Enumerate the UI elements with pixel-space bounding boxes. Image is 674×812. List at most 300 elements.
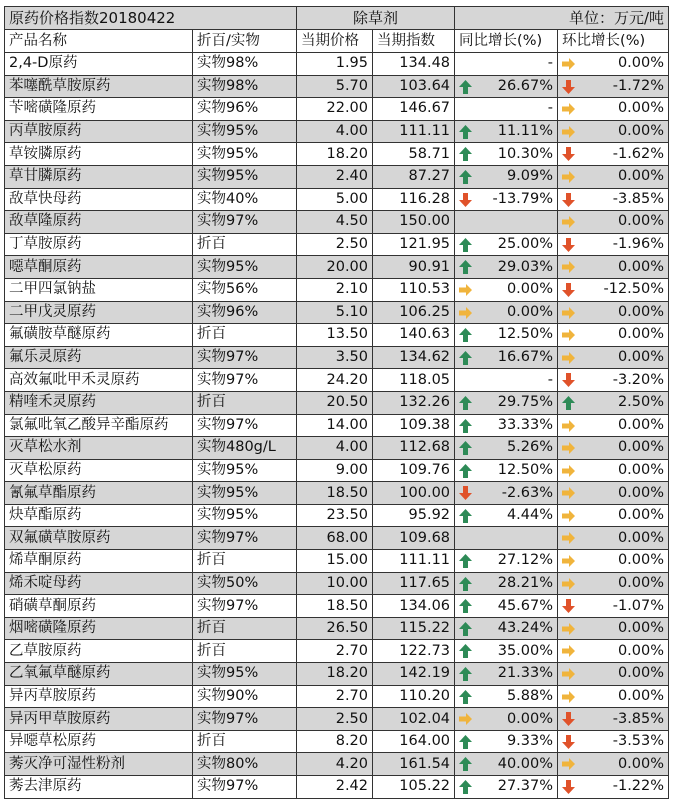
product-name-cell xyxy=(5,572,193,595)
basis-cell-text: 实物80% xyxy=(197,755,259,772)
basis-cell-text: 实物95% xyxy=(197,258,259,275)
price-cell xyxy=(297,482,373,505)
price-cell-text: 10.00 xyxy=(326,574,369,591)
index-cell-text: 146.67 xyxy=(399,100,451,117)
index-cell-text: 109.76 xyxy=(399,461,451,478)
mom-cell xyxy=(558,482,669,505)
table-row xyxy=(5,753,669,776)
mom-cell xyxy=(558,708,669,731)
basis-cell xyxy=(193,98,297,121)
table-row xyxy=(5,595,669,618)
product-name-cell xyxy=(5,278,193,301)
product-name-cell-text: 乙氧氟草醚原药 xyxy=(9,665,111,682)
price-cell-text: 2.70 xyxy=(335,687,369,704)
col-header-product: 产品名称 xyxy=(5,30,193,53)
mom-cell xyxy=(558,572,669,595)
price-cell xyxy=(297,617,373,640)
table-row xyxy=(5,685,669,708)
yoy-cell xyxy=(455,75,558,98)
yoy-cell-text: -13.79% xyxy=(492,190,554,207)
basis-cell xyxy=(193,346,297,369)
yoy-cell-text: 0.00% xyxy=(506,281,554,298)
product-name-cell-text: 氟乐灵原药 xyxy=(9,349,82,366)
basis-cell xyxy=(193,776,297,799)
product-name-cell xyxy=(5,75,193,98)
price-cell-text: 20.00 xyxy=(326,258,369,275)
product-name-cell xyxy=(5,504,193,527)
basis-cell xyxy=(193,708,297,731)
price-cell-text: 4.00 xyxy=(335,439,369,456)
mom-cell-text: 0.00% xyxy=(617,100,665,117)
mom-cell-text: 0.00% xyxy=(617,642,665,659)
col-header-mom: 环比增长(%) xyxy=(558,30,669,53)
mom-cell xyxy=(558,640,669,663)
table-row xyxy=(5,256,669,279)
mom-cell xyxy=(558,75,669,98)
mom-cell-text: -12.50% xyxy=(603,281,665,298)
basis-cell xyxy=(193,165,297,188)
yoy-cell xyxy=(455,685,558,708)
price-cell xyxy=(297,663,373,686)
mom-cell xyxy=(558,776,669,799)
price-cell-text: 3.50 xyxy=(335,349,369,366)
product-name-cell xyxy=(5,211,193,234)
basis-cell-text: 实物480g/L xyxy=(197,439,276,456)
basis-cell xyxy=(193,459,297,482)
price-cell xyxy=(297,595,373,618)
basis-cell xyxy=(193,414,297,437)
price-cell-text: 24.20 xyxy=(326,371,369,388)
price-cell xyxy=(297,143,373,166)
basis-cell-text: 实物97% xyxy=(197,710,259,727)
price-cell-text: 2.50 xyxy=(335,236,369,253)
index-cell xyxy=(373,550,455,573)
mom-cell-text: 0.00% xyxy=(617,484,665,501)
product-name-cell xyxy=(5,753,193,776)
index-cell xyxy=(373,211,455,234)
yoy-cell-text: 27.37% xyxy=(497,778,554,795)
price-cell-text: 26.50 xyxy=(326,620,369,637)
basis-cell-text: 实物98% xyxy=(197,55,259,72)
table-row xyxy=(5,98,669,121)
index-cell-text: 112.68 xyxy=(399,439,451,456)
product-name-cell-text: 灭草松水剂 xyxy=(9,439,82,456)
yoy-cell xyxy=(455,730,558,753)
yoy-cell-text: 12.50% xyxy=(497,326,554,343)
yoy-cell-text: 16.67% xyxy=(497,349,554,366)
table-row xyxy=(5,663,669,686)
index-cell xyxy=(373,527,455,550)
index-cell-text: 102.04 xyxy=(399,710,451,727)
basis-cell xyxy=(193,595,297,618)
price-cell-text: 2.42 xyxy=(335,778,369,795)
index-cell xyxy=(373,572,455,595)
unit-label: 单位：万元/吨 xyxy=(455,7,669,30)
product-name-cell xyxy=(5,482,193,505)
basis-cell xyxy=(193,391,297,414)
yoy-cell-text: 9.33% xyxy=(506,733,554,750)
basis-cell-text: 折百 xyxy=(197,326,226,343)
yoy-cell-text: -2.63% xyxy=(501,484,554,501)
index-cell-text: 110.53 xyxy=(399,281,451,298)
mom-cell xyxy=(558,165,669,188)
basis-cell xyxy=(193,482,297,505)
table-row xyxy=(5,459,669,482)
index-cell-text: 115.22 xyxy=(399,620,451,637)
yoy-cell-text: 35.00% xyxy=(497,642,554,659)
basis-cell xyxy=(193,730,297,753)
price-cell-text: 18.50 xyxy=(326,597,369,614)
yoy-cell xyxy=(455,482,558,505)
index-cell xyxy=(373,75,455,98)
price-cell-text: 68.00 xyxy=(326,529,369,546)
mom-cell xyxy=(558,98,669,121)
basis-cell-text: 实物97% xyxy=(197,416,259,433)
price-cell-text: 23.50 xyxy=(326,507,369,524)
yoy-cell-text: 26.67% xyxy=(497,77,554,94)
index-cell-text: 109.68 xyxy=(399,529,451,546)
table-row xyxy=(5,165,669,188)
index-cell xyxy=(373,346,455,369)
yoy-cell xyxy=(455,640,558,663)
price-cell-text: 5.00 xyxy=(335,190,369,207)
product-name-cell xyxy=(5,550,193,573)
product-name-cell-text: 氰氟草酯原药 xyxy=(9,484,96,501)
yoy-cell xyxy=(455,572,558,595)
index-cell xyxy=(373,663,455,686)
basis-cell-text: 实物97% xyxy=(197,371,259,388)
index-cell-text: 103.64 xyxy=(399,77,451,94)
index-cell xyxy=(373,504,455,527)
product-name-cell xyxy=(5,233,193,256)
yoy-cell-text: - xyxy=(547,100,554,117)
mom-cell-text: -3.20% xyxy=(612,371,665,388)
index-cell-text: 106.25 xyxy=(399,303,451,320)
price-cell xyxy=(297,640,373,663)
product-name-cell xyxy=(5,595,193,618)
basis-cell xyxy=(193,75,297,98)
table-row xyxy=(5,278,669,301)
basis-cell xyxy=(193,120,297,143)
yoy-cell xyxy=(455,595,558,618)
mom-cell-text: -3.85% xyxy=(612,190,665,207)
basis-cell xyxy=(193,663,297,686)
index-cell-text: 150.00 xyxy=(399,213,451,230)
index-cell-text: 118.05 xyxy=(399,371,451,388)
table-row xyxy=(5,75,669,98)
price-cell xyxy=(297,369,373,392)
index-cell xyxy=(373,414,455,437)
index-cell-text: 117.65 xyxy=(399,574,451,591)
col-header-index: 当期指数 xyxy=(373,30,455,53)
yoy-cell xyxy=(455,617,558,640)
yoy-cell xyxy=(455,391,558,414)
index-cell-text: 110.20 xyxy=(399,687,451,704)
yoy-cell-text: - xyxy=(547,55,554,72)
mom-cell-text: -1.22% xyxy=(612,778,665,795)
mom-cell-text: 0.00% xyxy=(617,461,665,478)
index-cell-text: 87.27 xyxy=(408,168,451,185)
yoy-cell xyxy=(455,504,558,527)
price-cell xyxy=(297,730,373,753)
yoy-cell-text: 12.50% xyxy=(497,461,554,478)
mom-cell-text: 0.00% xyxy=(617,755,665,772)
price-cell-text: 18.20 xyxy=(326,145,369,162)
basis-cell-text: 实物97% xyxy=(197,778,259,795)
index-cell-text: 134.48 xyxy=(399,55,451,72)
price-cell xyxy=(297,708,373,731)
mom-cell xyxy=(558,414,669,437)
index-cell-text: 164.00 xyxy=(399,733,451,750)
mom-cell xyxy=(558,369,669,392)
product-name-cell xyxy=(5,708,193,731)
index-cell xyxy=(373,53,455,76)
basis-cell-text: 实物95% xyxy=(197,168,259,185)
product-name-cell-text: 丙草胺原药 xyxy=(9,123,82,140)
table-row xyxy=(5,120,669,143)
basis-cell xyxy=(193,572,297,595)
product-name-cell-text: 异噁草松原药 xyxy=(9,733,96,750)
product-name-cell-text: 乙草胺原药 xyxy=(9,642,82,659)
product-name-cell xyxy=(5,730,193,753)
basis-cell-text: 实物95% xyxy=(197,665,259,682)
basis-cell xyxy=(193,527,297,550)
price-cell-text: 2.40 xyxy=(335,168,369,185)
index-cell xyxy=(373,188,455,211)
product-name-cell xyxy=(5,640,193,663)
yoy-cell-text: 43.24% xyxy=(497,620,554,637)
table-row xyxy=(5,414,669,437)
table-row xyxy=(5,233,669,256)
mom-cell-text: 0.00% xyxy=(617,439,665,456)
table-row xyxy=(5,188,669,211)
mom-cell xyxy=(558,685,669,708)
index-cell-text: 134.62 xyxy=(399,349,451,366)
title-row xyxy=(5,7,669,30)
basis-cell xyxy=(193,53,297,76)
mom-cell-text: 0.00% xyxy=(617,123,665,140)
yoy-cell xyxy=(455,708,558,731)
index-cell-text: 116.28 xyxy=(399,190,451,207)
price-cell xyxy=(297,459,373,482)
yoy-cell-text: - xyxy=(547,371,554,388)
table-row xyxy=(5,482,669,505)
index-cell-text: 140.63 xyxy=(399,326,451,343)
price-cell-text: 18.50 xyxy=(326,484,369,501)
product-name-cell-text: 烯禾啶母药 xyxy=(9,574,82,591)
mom-cell-text: 0.00% xyxy=(617,326,665,343)
basis-cell-text: 实物95% xyxy=(197,507,259,524)
price-cell xyxy=(297,391,373,414)
basis-cell xyxy=(193,504,297,527)
index-cell-text: 58.71 xyxy=(408,145,451,162)
product-name-cell-text: 莠去津原药 xyxy=(9,778,82,795)
basis-cell xyxy=(193,369,297,392)
yoy-cell-text: 25.00% xyxy=(497,236,554,253)
price-cell-text: 15.00 xyxy=(326,552,369,569)
price-cell-text: 9.00 xyxy=(335,461,369,478)
basis-cell-text: 实物95% xyxy=(197,461,259,478)
product-name-cell-text: 双氟磺草胺原药 xyxy=(9,529,111,546)
product-name-cell-text: 2,4-D原药 xyxy=(9,55,78,72)
yoy-cell-text: 11.11% xyxy=(497,123,554,140)
yoy-cell xyxy=(455,663,558,686)
basis-cell-text: 实物95% xyxy=(197,123,259,140)
basis-cell-text: 折百 xyxy=(197,394,226,411)
mom-cell-text: 2.50% xyxy=(617,394,665,411)
product-name-cell-text: 草铵膦原药 xyxy=(9,145,82,162)
table-row xyxy=(5,301,669,324)
product-name-cell xyxy=(5,256,193,279)
col-header-price: 当期价格 xyxy=(297,30,373,53)
category-label: 除草剂 xyxy=(297,7,455,30)
price-cell xyxy=(297,504,373,527)
mom-cell xyxy=(558,753,669,776)
basis-cell-text: 折百 xyxy=(197,236,226,253)
product-name-cell-text: 烟嘧磺隆原药 xyxy=(9,620,96,637)
product-name-cell-text: 草甘膦原药 xyxy=(9,168,82,185)
basis-cell xyxy=(193,437,297,460)
price-cell-text: 5.10 xyxy=(335,303,369,320)
product-name-cell xyxy=(5,617,193,640)
mom-cell-text: -1.72% xyxy=(612,77,665,94)
index-cell xyxy=(373,482,455,505)
price-cell-text: 4.00 xyxy=(335,123,369,140)
price-cell-text: 4.50 xyxy=(335,213,369,230)
product-name-cell-text: 二甲四氯钠盐 xyxy=(9,281,96,298)
price-index-sheet xyxy=(4,6,668,799)
yoy-cell-text: 27.12% xyxy=(497,552,554,569)
yoy-cell xyxy=(455,165,558,188)
product-name-cell-text: 炔草酯原药 xyxy=(9,507,82,524)
price-cell xyxy=(297,120,373,143)
mom-cell-text: 0.00% xyxy=(617,529,665,546)
basis-cell xyxy=(193,301,297,324)
index-cell-text: 122.73 xyxy=(399,642,451,659)
mom-cell-text: -1.07% xyxy=(612,597,665,614)
price-cell xyxy=(297,550,373,573)
product-name-cell-text: 敌草快母药 xyxy=(9,190,82,207)
mom-cell xyxy=(558,663,669,686)
price-cell xyxy=(297,53,373,76)
col-header-yoy: 同比增长(%) xyxy=(455,30,558,53)
product-name-cell-text: 硝磺草酮原药 xyxy=(9,597,96,614)
table-row xyxy=(5,617,669,640)
yoy-cell xyxy=(455,369,558,392)
table-row xyxy=(5,708,669,731)
mom-cell xyxy=(558,301,669,324)
table-row xyxy=(5,640,669,663)
product-name-cell-text: 高效氟吡甲禾灵原药 xyxy=(9,371,140,388)
basis-cell xyxy=(193,143,297,166)
yoy-cell xyxy=(455,346,558,369)
yoy-cell xyxy=(455,776,558,799)
table-row xyxy=(5,776,669,799)
basis-cell-text: 实物95% xyxy=(197,484,259,501)
yoy-cell xyxy=(455,437,558,460)
yoy-cell xyxy=(455,188,558,211)
price-cell xyxy=(297,278,373,301)
mom-cell-text: -3.85% xyxy=(612,710,665,727)
price-cell xyxy=(297,233,373,256)
mom-cell xyxy=(558,120,669,143)
yoy-cell-text: 21.33% xyxy=(497,665,554,682)
yoy-cell xyxy=(455,301,558,324)
price-cell-text: 8.20 xyxy=(335,733,369,750)
index-cell xyxy=(373,685,455,708)
product-name-cell xyxy=(5,663,193,686)
yoy-cell xyxy=(455,98,558,121)
basis-cell xyxy=(193,278,297,301)
table-row xyxy=(5,53,669,76)
product-name-cell xyxy=(5,324,193,347)
product-name-cell-text: 苯噻酰草胺原药 xyxy=(9,77,111,94)
product-name-cell-text: 氯氟吡氧乙酸异辛酯原药 xyxy=(9,416,169,433)
price-cell-text: 1.95 xyxy=(335,55,369,72)
mom-cell-text: 0.00% xyxy=(617,303,665,320)
table-row xyxy=(5,550,669,573)
yoy-cell xyxy=(455,143,558,166)
price-cell xyxy=(297,776,373,799)
product-name-cell-text: 烯草酮原药 xyxy=(9,552,82,569)
index-cell xyxy=(373,595,455,618)
index-cell xyxy=(373,753,455,776)
price-cell-text: 13.50 xyxy=(326,326,369,343)
yoy-cell-text: 45.67% xyxy=(497,597,554,614)
mom-cell-text: -1.96% xyxy=(612,236,665,253)
col-header-basis: 折百/实物 xyxy=(193,30,297,53)
index-cell xyxy=(373,730,455,753)
sheet-title: 原药价格指数20180422 xyxy=(5,7,297,30)
yoy-cell-text: 5.26% xyxy=(506,439,554,456)
product-name-cell xyxy=(5,391,193,414)
index-cell xyxy=(373,324,455,347)
product-name-cell-text: 二甲戊灵原药 xyxy=(9,303,96,320)
yoy-cell-text: 29.75% xyxy=(497,394,554,411)
price-cell xyxy=(297,301,373,324)
index-cell xyxy=(373,369,455,392)
product-name-cell xyxy=(5,459,193,482)
product-name-cell xyxy=(5,346,193,369)
table-row xyxy=(5,369,669,392)
basis-cell-text: 实物98% xyxy=(197,77,259,94)
price-cell-text: 20.50 xyxy=(326,394,369,411)
basis-cell-text: 实物50% xyxy=(197,574,259,591)
yoy-cell xyxy=(455,233,558,256)
table-row xyxy=(5,437,669,460)
product-name-cell xyxy=(5,301,193,324)
product-name-cell-text: 苄嘧磺隆原药 xyxy=(9,100,96,117)
price-cell xyxy=(297,98,373,121)
basis-cell xyxy=(193,211,297,234)
yoy-cell xyxy=(455,53,558,76)
mom-cell xyxy=(558,730,669,753)
mom-cell-text: 0.00% xyxy=(617,687,665,704)
mom-cell-text: 0.00% xyxy=(617,574,665,591)
basis-cell-text: 实物40% xyxy=(197,190,259,207)
yoy-cell xyxy=(455,256,558,279)
mom-cell-text: 0.00% xyxy=(617,620,665,637)
table-row xyxy=(5,527,669,550)
mom-cell xyxy=(558,595,669,618)
mom-cell-text: 0.00% xyxy=(617,349,665,366)
basis-cell xyxy=(193,617,297,640)
yoy-cell-text: 9.09% xyxy=(506,168,554,185)
index-cell-text: 100.00 xyxy=(399,484,451,501)
index-cell-text: 142.19 xyxy=(399,665,451,682)
index-cell xyxy=(373,459,455,482)
product-name-cell xyxy=(5,437,193,460)
